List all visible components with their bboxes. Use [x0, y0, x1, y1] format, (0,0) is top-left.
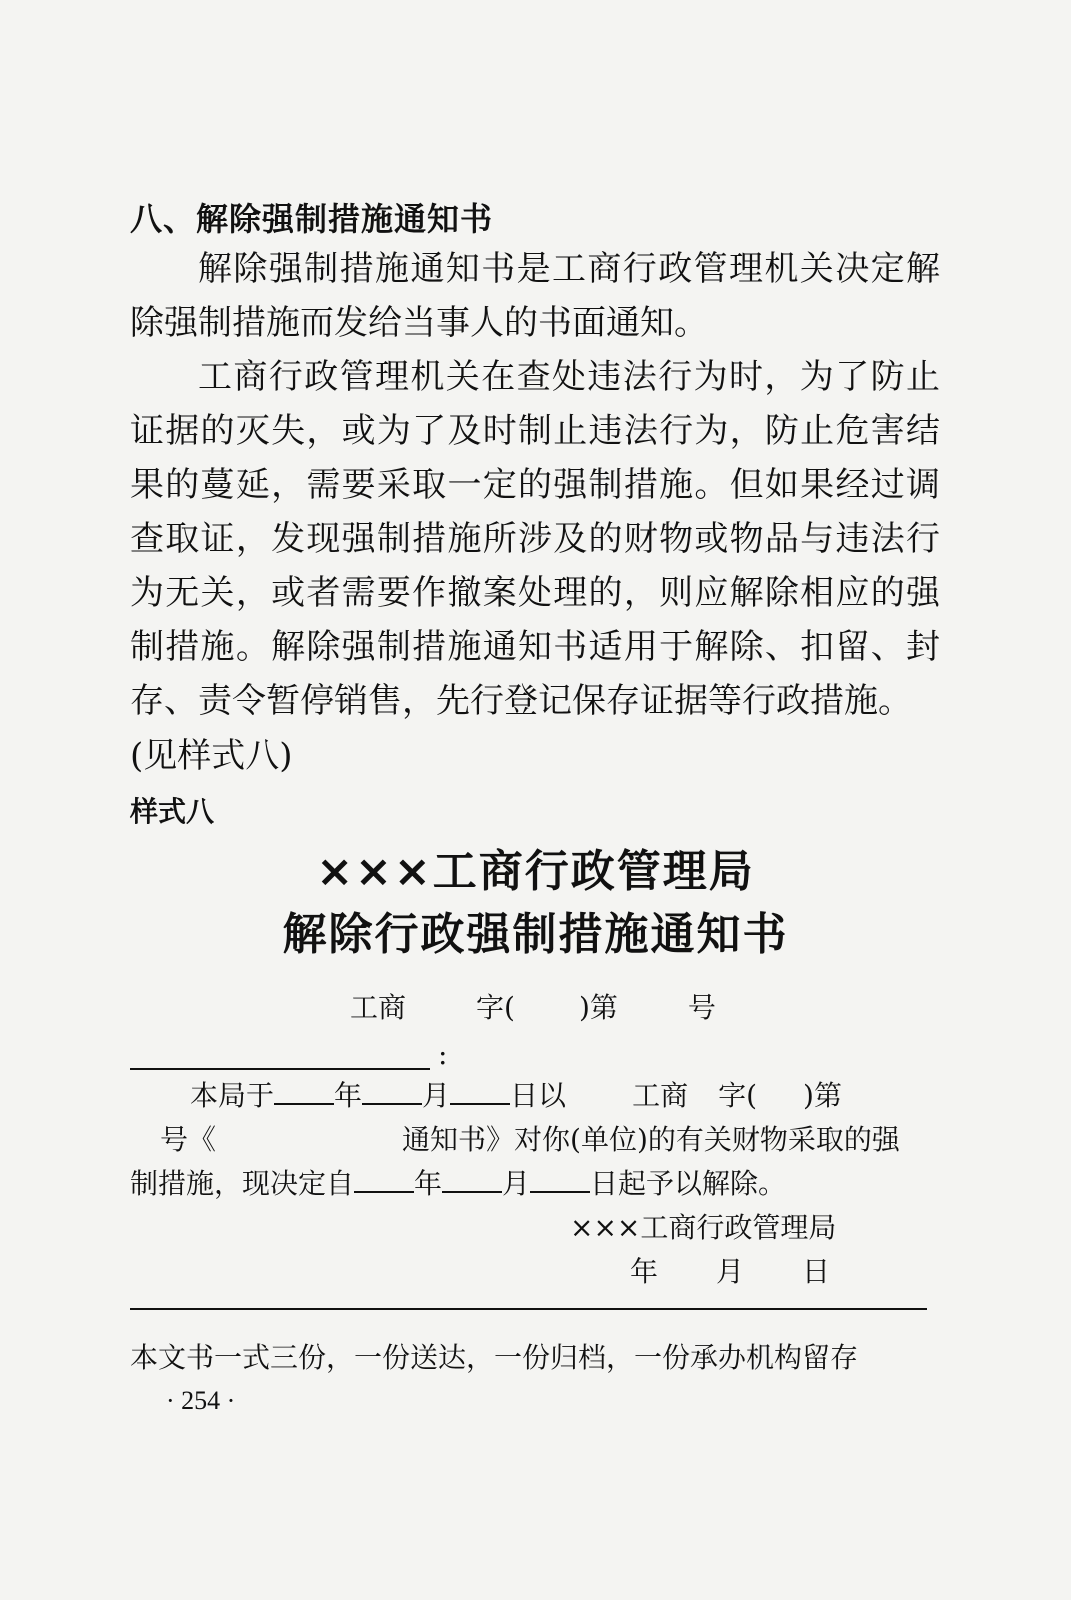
issuer-signature: ×××工商行政管理局 [570, 1211, 837, 1244]
text-segment: )第 [803, 1079, 842, 1112]
text-segment: 日起予以解除。 [590, 1167, 787, 1200]
day-blank [530, 1165, 590, 1193]
text-segment: 年 [334, 1079, 363, 1112]
month-blank [362, 1077, 422, 1105]
document-number [350, 986, 716, 1026]
text-segment: 月 [422, 1079, 451, 1112]
doc-number-part4: 号 [687, 991, 716, 1024]
form-line-3 [130, 1162, 940, 1206]
addressee-colon: : [438, 1038, 448, 1071]
issue-date [630, 1250, 830, 1290]
form-line-2 [160, 1118, 970, 1162]
doc-number-part2: 字( [476, 991, 515, 1024]
text-segment: 月 [502, 1167, 531, 1200]
form-title-issuer: ×××工商行政管理局 [316, 846, 755, 897]
date-day: 日 [802, 1255, 831, 1288]
text-segment: 本局于 [190, 1079, 275, 1112]
copies-note: 本文书一式三份，一份送达，一份归档，一份承办机构留存 [130, 1341, 859, 1374]
reference-note: (见样式八) [130, 736, 293, 776]
footer-divider [130, 1308, 927, 1310]
section-heading: 八、解除强制措施通知书 [130, 200, 494, 238]
text-segment: 字( [718, 1079, 758, 1112]
text-segment: 通知书》对你(单位)的有关财物采取的强 [402, 1123, 900, 1156]
paragraph-definition: 解除强制措施通知书是工商行政管理机关决定解除强制措施而发给当事人的书面通知。 [130, 249, 940, 343]
text-segment: 工商 [632, 1079, 689, 1112]
doc-number-part3: )第 [578, 991, 618, 1024]
text-segment: 日以 [510, 1079, 567, 1112]
date-month: 月 [716, 1255, 745, 1288]
text-segment: 年 [414, 1167, 443, 1200]
year-blank [354, 1165, 414, 1193]
text-segment: 号《 [160, 1123, 217, 1156]
year-blank [274, 1077, 334, 1105]
page-number: · 254 · [166, 1386, 236, 1415]
addressee-blank [130, 1068, 430, 1070]
form-title-name: 解除行政强制措施通知书 [282, 909, 789, 960]
sample-label: 样式八 [130, 795, 215, 828]
paragraph-usage: 工商行政管理机关在查处违法行为时，为了防止证据的灭失，或为了及时制止违法行为，防止危害结果的蔓延，需要采取一定的强制措施。但如果经过调查取证，发现强制措施所涉及的财物或物品与违法行为无关，或者需要作撤案处理的，则应解除相应的强制措施。解除强制措施通知书适用于解除、扣留、封存、责令暂停销售，先行登记保存证据等行政措施。 [130, 357, 940, 721]
form-line-1 [190, 1074, 1000, 1118]
day-blank [450, 1077, 510, 1105]
month-blank [442, 1165, 502, 1193]
date-year: 年 [630, 1255, 659, 1288]
text-segment: 制措施，现决定自 [130, 1167, 355, 1200]
doc-number-part1: 工商 [350, 991, 407, 1024]
